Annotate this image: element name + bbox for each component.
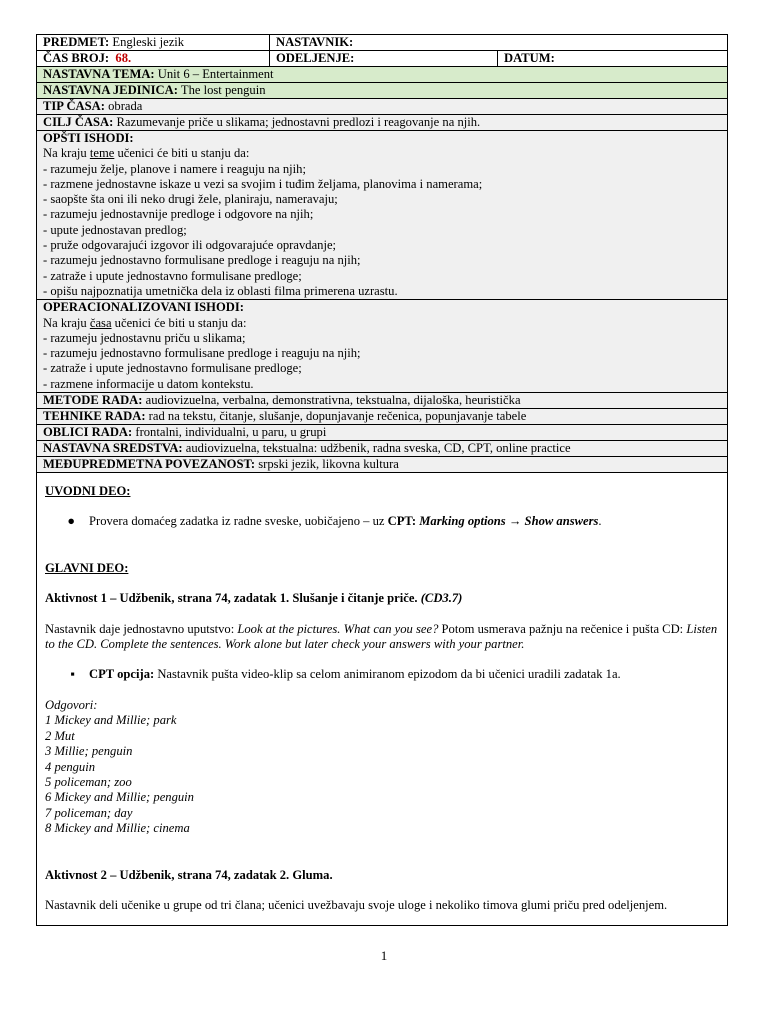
bullet-square-icon: ▪ [70,667,75,682]
operacionalizovani-intro: Na kraju časa učenici će biti u stanju da: [43,315,247,330]
opsti-item: - razumeju želje, planove i namere i reaguju na njih; [43,161,306,176]
povezanost-label: MEĐUPREDMETNA POVEZANOST: [43,457,256,472]
aktivnost-2-title: Aktivnost 2 – Udžbenik, strana 74, zadatak 2. Gluma. [45,867,333,882]
opsti-item: - opišu najpoznatija umetnička dela iz oblasti filma primerena uzrastu. [43,283,398,298]
lesson-plan-table [36,34,728,926]
aktivnost-1-paragraph: Nastavnik daje jednostavno uputstvo: Look at the pictures. What can you see? Potom usmerava pažnju na rečenice i pušta CD: Listen to the CD. Complete the sentences. Work alone but later check your answers with your partner. [45,621,718,652]
answer-item: 1 Mickey and Millie; park [45,713,177,728]
uvodni-heading: UVODNI DEO: [45,484,131,499]
jedinica-label: NASTAVNA JEDINICA: [43,83,178,97]
header-row-1 [37,35,727,51]
answer-item: 3 Millie; penguin [45,744,133,759]
aktivnost-1-title: Aktivnost 1 – Udžbenik, strana 74, zadatak 1. Slušanje i čitanje priče. (CD3.7) [45,591,463,606]
operacionalizovani-block [37,300,727,393]
answer-item: 5 policeman; zoo [45,774,132,789]
predmet-label: PREDMET: [43,35,110,49]
header-row-2 [37,51,727,67]
datum-label: DATUM: [504,51,555,65]
tehnike-value: rad na tekstu, čitanje, slušanje, dopunjavanje rečenica, popunjavanje tabele [148,409,527,424]
answer-item: 7 policeman; day [45,805,133,820]
operacionalizovani-item: - razumeju jednostavno formulisane predloge i reaguju na njih; [43,346,361,361]
answer-item: 4 penguin [45,759,96,774]
answer-item: 8 Mickey and Millie; cinema [45,821,190,836]
opsti-title: OPŠTI ISHODI: [43,131,134,145]
tema-value: Unit 6 – Entertainment [157,67,274,81]
tema-row [37,67,727,83]
answer-item: 2 Mut [45,728,75,743]
sredstva-label: NASTAVNA SREDSTVA: [43,441,183,456]
glavni-heading: GLAVNI DEO: [45,560,129,575]
jedinica-row [37,83,727,99]
opsti-item: - razmene jednostavne iskaze u vezi sa svojim i tuđim željama, planovima i namerama; [43,176,483,191]
tip-row [37,99,727,115]
operacionalizovani-title: OPERACIONALIZOVANI ISHODI: [43,300,244,315]
cas-label: ČAS BROJ: [43,51,110,65]
operacionalizovani-item: - zatraže i upute jednostavno formulisane predloge; [43,361,302,376]
metode-row [37,393,727,409]
lesson-body [37,473,727,925]
sredstva-row [37,441,727,457]
uvodni-bullet: ● Provera domaćeg zadatka iz radne sveske, uobičajeno – uz CPT: Marking options → Show answers. [45,514,719,529]
odgovori-label: Odgovori: [45,697,98,712]
bullet-dot-icon: ● [67,514,75,529]
opsti-ishodi-block [37,131,727,300]
tip-value: obrada [108,99,143,113]
jedinica-value: The lost penguin [180,83,266,97]
opsti-item: - zatraže i upute jednostavno formulisane predloge; [43,268,302,283]
operacionalizovani-item: - razmene informacije u datom kontekstu. [43,376,254,391]
metode-value: audiovizuelna, verbalna, demonstrativna, tekstualna, dijaloška, heuristička [145,393,521,408]
opsti-item: - razumeju jednostavnije predloge i odgovore na njih; [43,207,314,222]
opsti-item: - razumeju jednostavno formulisane predloge i reaguju na njih; [43,253,361,268]
tip-label: TIP ČASA: [43,99,105,113]
oblici-label: OBLICI RADA: [43,425,133,440]
tema-label: NASTAVNA TEMA: [43,67,155,81]
cilj-label: CILJ ČASA: [43,115,114,129]
opsti-item: - pruže odgovarajući izgovor ili odgovarajuće opravdanje; [43,238,337,253]
povezanost-value: srpski jezik, likovna kultura [258,457,399,472]
opsti-item: - upute jednostavan predlog; [43,222,187,237]
page-number: 1 [380,948,388,963]
cas-value: 68. [115,51,132,65]
opsti-item: - saopšte šta oni ili neko drugi žele, planiraju, nameravaju; [43,192,338,207]
metode-label: METODE RADA: [43,393,143,408]
nastavnik-label: NASTAVNIK: [276,35,354,49]
answer-item: 6 Mickey and Millie; penguin [45,790,194,805]
cilj-value: Razumevanje priče u slikama; jednostavni predlozi i reagovanje na njih. [116,115,481,129]
predmet-value: Engleski jezik [112,35,185,49]
opsti-intro: Na kraju teme učenici će biti u stanju da: [43,146,250,161]
tehnike-label: TEHNIKE RADA: [43,409,146,424]
oblici-row [37,425,727,441]
tehnike-row [37,409,727,425]
cilj-row [37,115,727,131]
sredstva-value: audiovizuelna, tekstualna: udžbenik, radna sveska, CD, CPT, online practice [185,441,571,456]
cpt-bullet: ▪ CPT opcija: Nastavnik pušta video-klip sa celom animiranom epizodom da bi učenici uradili zadatak 1a. [45,667,719,682]
operacionalizovani-item: - razumeju jednostavnu priču u slikama; [43,330,246,345]
odeljenje-label: ODELJENJE: [276,51,355,65]
povezanost-row [37,457,727,473]
oblici-value: frontalni, individualni, u paru, u grupi [135,425,327,440]
aktivnost-2-paragraph: Nastavnik deli učenike u grupe od tri člana; učenici uvežbavaju svoje uloge i nekoliko timova glumi priču pred odeljenjem. [45,897,668,912]
